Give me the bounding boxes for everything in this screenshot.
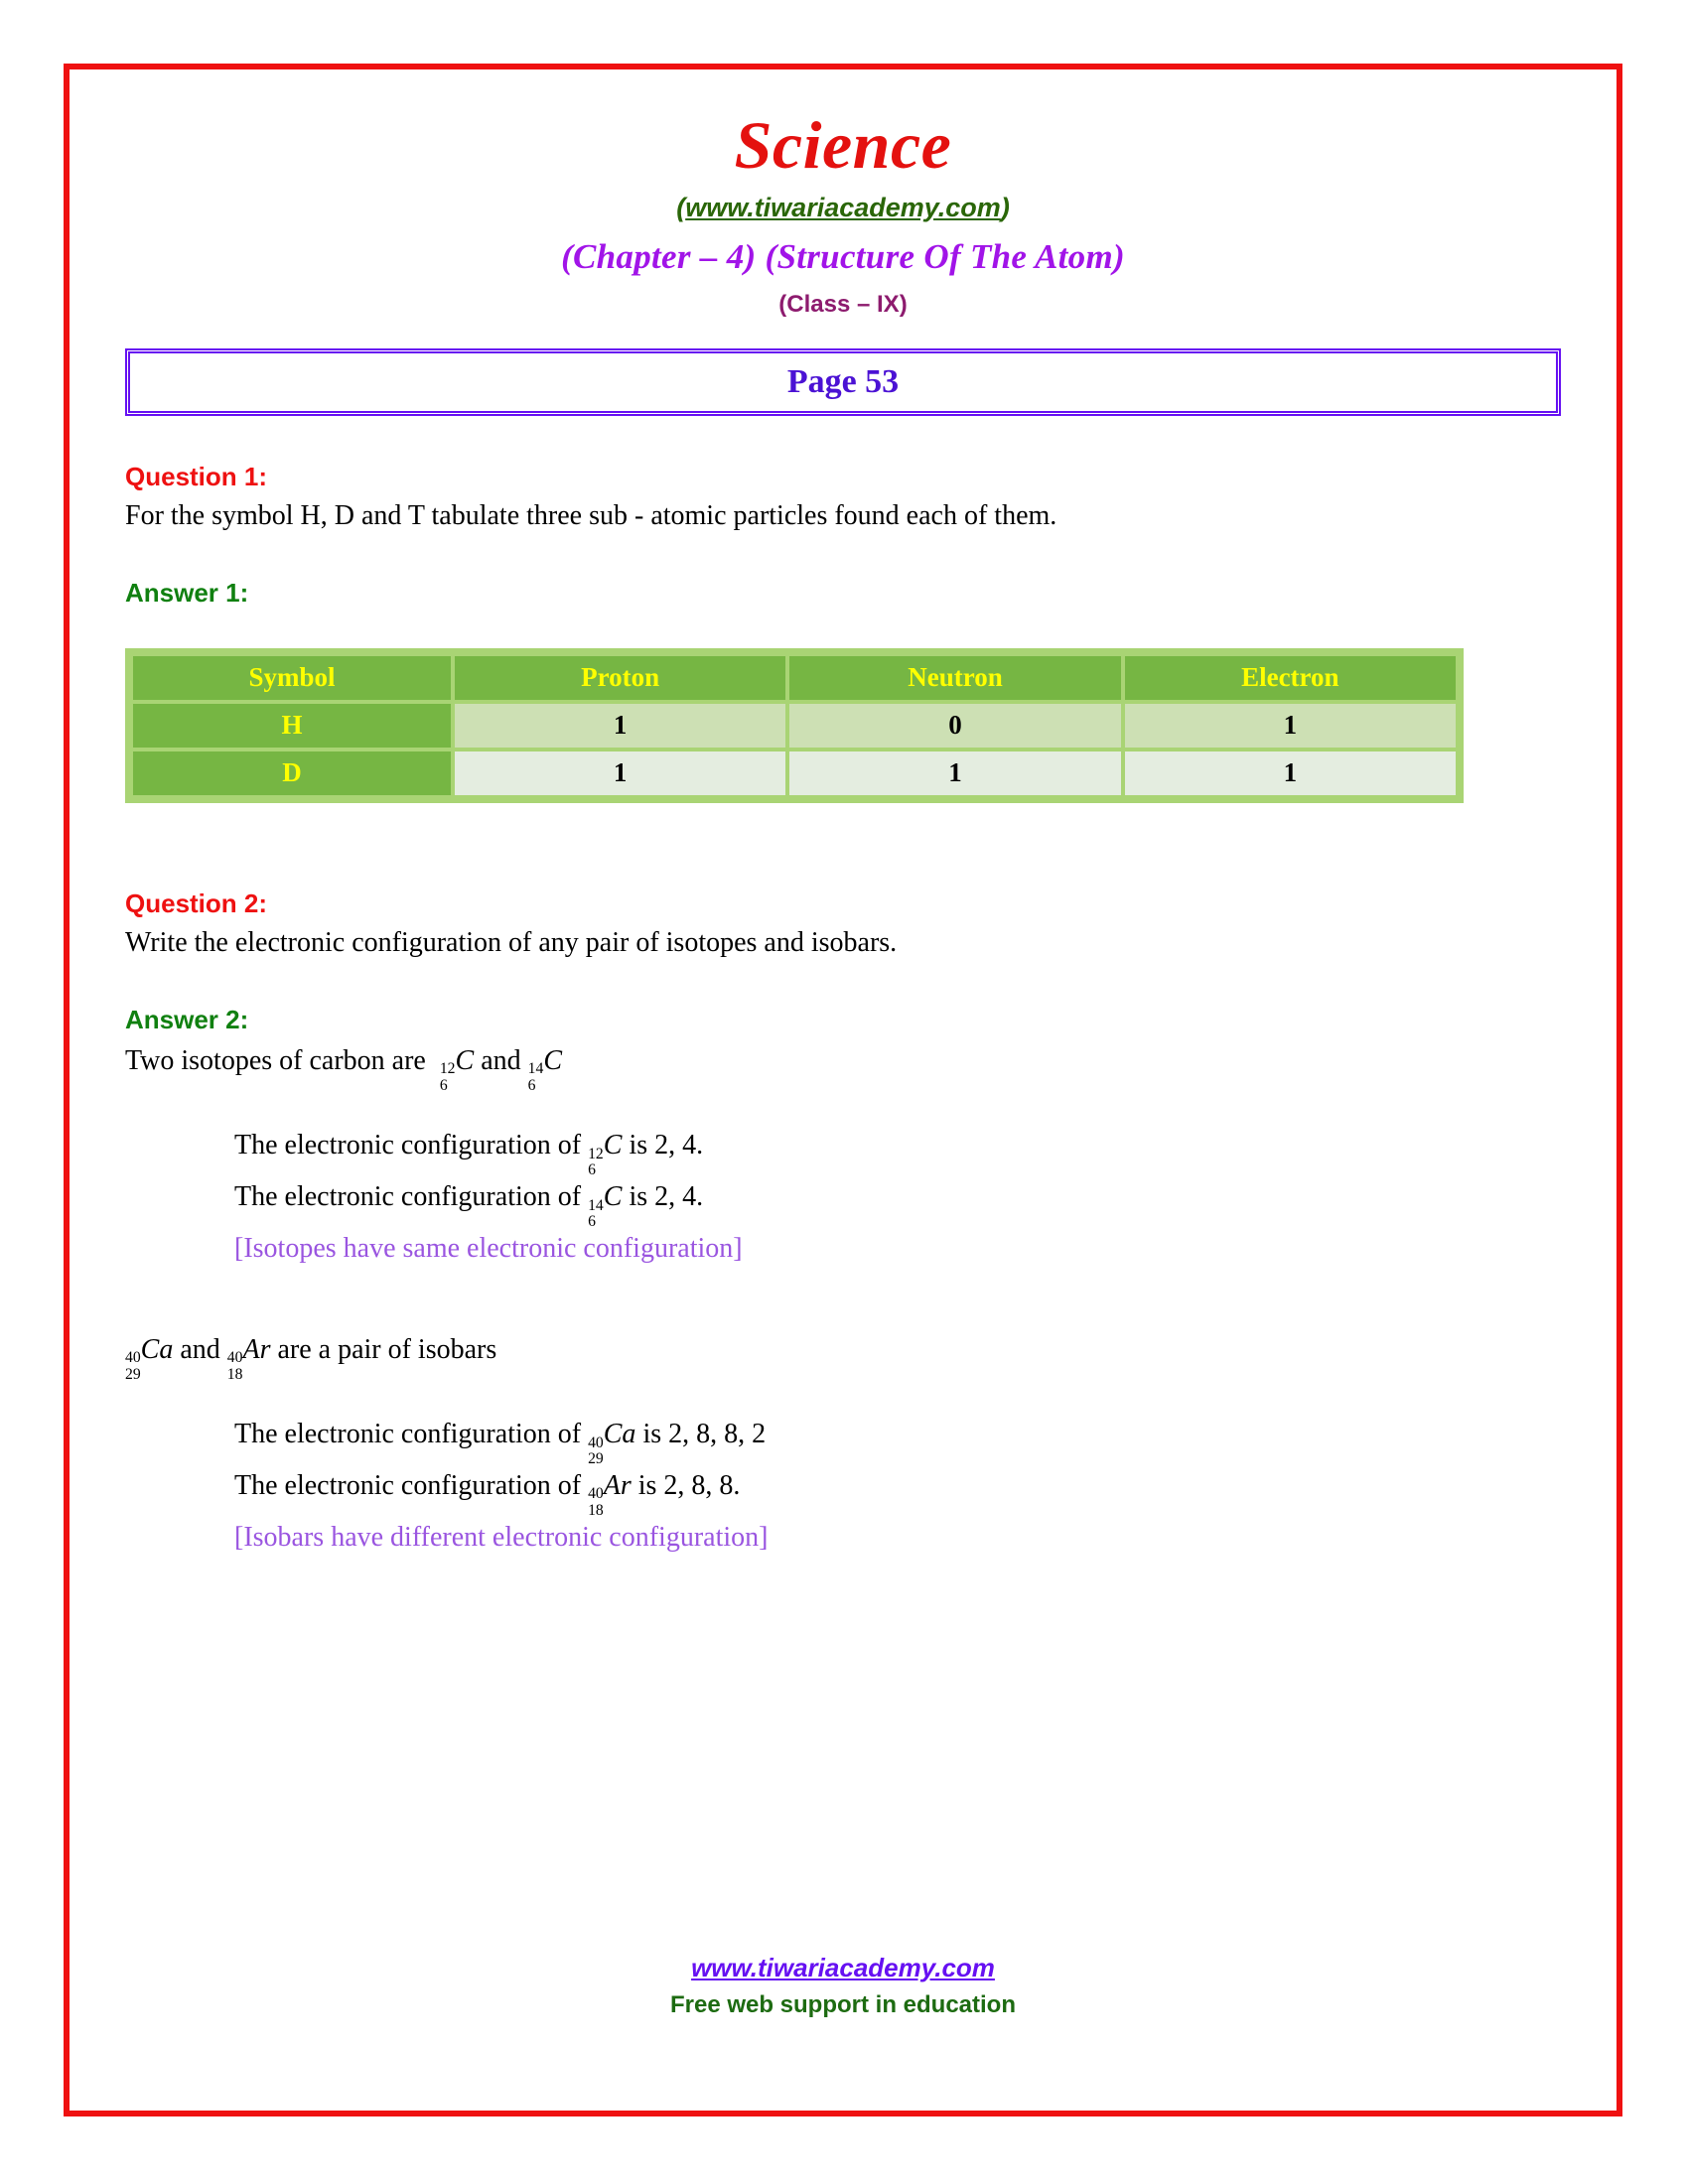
- isobar-config-line-1: [234, 1416, 1561, 1467]
- answer-1-table-wrapper: [125, 648, 1464, 803]
- atomic-number: 18: [588, 1502, 604, 1520]
- mass-number: 12: [588, 1145, 604, 1162]
- mass-number: 14: [527, 1060, 544, 1078]
- question-2-text: Write the electronic configuration of any pair of isotopes and isobars.: [125, 926, 898, 958]
- header-site-link[interactable]: www.tiwariacademy.com: [685, 193, 1001, 222]
- nuclide-az-stack: [588, 1198, 604, 1230]
- isobars-intro-suffix: are a pair of isobars: [277, 1333, 497, 1365]
- config-line-suffix: is 2, 8, 8, 2: [642, 1419, 767, 1450]
- table-head: [133, 656, 1456, 700]
- element-symbol: C: [455, 1044, 475, 1076]
- element-symbol: Ar: [603, 1470, 632, 1502]
- answer-2-isotopes-intro: [125, 1043, 1561, 1094]
- isotopes-intro-prefix: Two isotopes of carbon are: [125, 1044, 426, 1076]
- mass-number: 12: [439, 1060, 456, 1078]
- atomic-number: 18: [226, 1365, 243, 1383]
- footer-tagline: Free web support in education: [669, 1991, 1017, 2018]
- answer-1-heading: Answer 1:: [125, 577, 249, 608]
- config-line-prefix: The electronic configuration of: [234, 1470, 582, 1502]
- footer-url-line: [70, 1953, 1617, 1983]
- atomic-number: 29: [125, 1365, 141, 1383]
- mass-number: 40: [588, 1433, 604, 1451]
- config-line-suffix: is 2, 4.: [629, 1181, 704, 1213]
- element-symbol: Ca: [140, 1333, 174, 1365]
- page-border-frame: [64, 64, 1622, 2116]
- mass-number: 40: [125, 1348, 141, 1366]
- isobar-config-line-2: [234, 1467, 1561, 1519]
- element-symbol: Ca: [603, 1419, 636, 1450]
- spacer: [125, 1382, 1561, 1416]
- config-line-prefix: The electronic configuration of: [234, 1181, 582, 1213]
- nuclide-c14: [528, 1043, 562, 1094]
- nuclide-c14: [588, 1178, 622, 1230]
- page-footer: [70, 1953, 1617, 2019]
- nuclide-ca40: [125, 1332, 173, 1383]
- footer-site-link[interactable]: www.tiwariacademy.com: [691, 1953, 995, 1982]
- atomic-number: 6: [439, 1076, 448, 1094]
- cell-symbol: D: [133, 751, 451, 795]
- element-symbol: C: [543, 1044, 562, 1076]
- header-site-open-paren: (: [676, 193, 686, 222]
- atomic-number: 6: [588, 1161, 596, 1179]
- nuclide-az-stack: [440, 1061, 456, 1093]
- element-symbol: Ar: [242, 1333, 271, 1365]
- element-symbol: C: [603, 1130, 623, 1161]
- nuclide-ar40: [227, 1332, 271, 1383]
- cell-symbol: H: [133, 704, 451, 748]
- question-1-text: For the symbol H, D and T tabulate three sub - atomic particles found each of them.: [125, 500, 1057, 531]
- nuclide-c12: [588, 1127, 622, 1178]
- answer-2-isobars-intro: [125, 1332, 1561, 1383]
- table-body: [133, 704, 1456, 795]
- cell-proton: 1: [455, 751, 785, 795]
- nuclide-ar40: [588, 1467, 632, 1519]
- cell-neutron: 1: [789, 751, 1120, 795]
- isobars-note: [Isobars have different electronic configuration]: [234, 1521, 769, 1553]
- class-subtitle: (Class – IX): [778, 291, 908, 318]
- atomic-number: 6: [588, 1213, 596, 1231]
- page-number-banner: [125, 348, 1561, 416]
- nuclide-az-stack: [588, 1486, 604, 1518]
- subatomic-particles-table: [129, 652, 1460, 799]
- nuclide-az-stack: [125, 1350, 141, 1382]
- question-2-heading: Question 2:: [125, 887, 268, 918]
- mass-number: 14: [588, 1196, 604, 1214]
- config-line-prefix: The electronic configuration of: [234, 1130, 582, 1161]
- atomic-number: 6: [527, 1076, 536, 1094]
- spacer: [125, 1269, 1561, 1324]
- table-col-symbol: Symbol: [133, 656, 451, 700]
- page-number-label: Page 53: [786, 363, 900, 400]
- isotopes-detail-block: [234, 1127, 1561, 1268]
- isotopes-note: [Isotopes have same electronic configuration]: [234, 1232, 743, 1264]
- chapter-subtitle: (Chapter – 4) (Structure Of The Atom): [561, 237, 1125, 276]
- header-website-line: [125, 193, 1561, 223]
- cell-neutron: 0: [789, 704, 1120, 748]
- nuclide-az-stack: [227, 1350, 243, 1382]
- isotopes-conjunction: and: [481, 1044, 521, 1076]
- mass-number: 40: [588, 1485, 604, 1503]
- nuclide-c12: [440, 1043, 474, 1094]
- table-col-neutron: Neutron: [789, 656, 1120, 700]
- config-line-suffix: is 2, 4.: [629, 1130, 704, 1161]
- page-content: [70, 69, 1617, 2111]
- cell-proton: 1: [455, 704, 785, 748]
- nuclide-az-stack: [588, 1147, 604, 1178]
- mass-number: 40: [226, 1348, 243, 1366]
- table-header-row: [133, 656, 1456, 700]
- nuclide-az-stack: [588, 1435, 604, 1467]
- isotope-config-line-1: [234, 1127, 1561, 1178]
- isobars-conjunction: and: [180, 1333, 220, 1365]
- nuclide-az-stack: [528, 1061, 544, 1093]
- header-site-close-paren: ): [1000, 193, 1010, 222]
- isotope-config-line-2: [234, 1178, 1561, 1230]
- table-col-electron: Electron: [1125, 656, 1456, 700]
- table-row: [133, 704, 1456, 748]
- nuclide-ca40: [588, 1416, 635, 1467]
- table-row: [133, 751, 1456, 795]
- question-1-heading: Question 1:: [125, 462, 268, 491]
- config-line-prefix: The electronic configuration of: [234, 1419, 582, 1450]
- spacer: [125, 1093, 1561, 1127]
- element-symbol: C: [603, 1181, 623, 1213]
- config-line-suffix: is 2, 8, 8.: [637, 1470, 741, 1502]
- isobars-detail-block: [234, 1416, 1561, 1557]
- atomic-number: 29: [588, 1450, 604, 1468]
- answer-2-heading: Answer 2:: [125, 1004, 249, 1034]
- document-title: Science: [734, 107, 952, 183]
- table-col-proton: Proton: [455, 656, 785, 700]
- cell-electron: 1: [1125, 751, 1456, 795]
- cell-electron: 1: [1125, 704, 1456, 748]
